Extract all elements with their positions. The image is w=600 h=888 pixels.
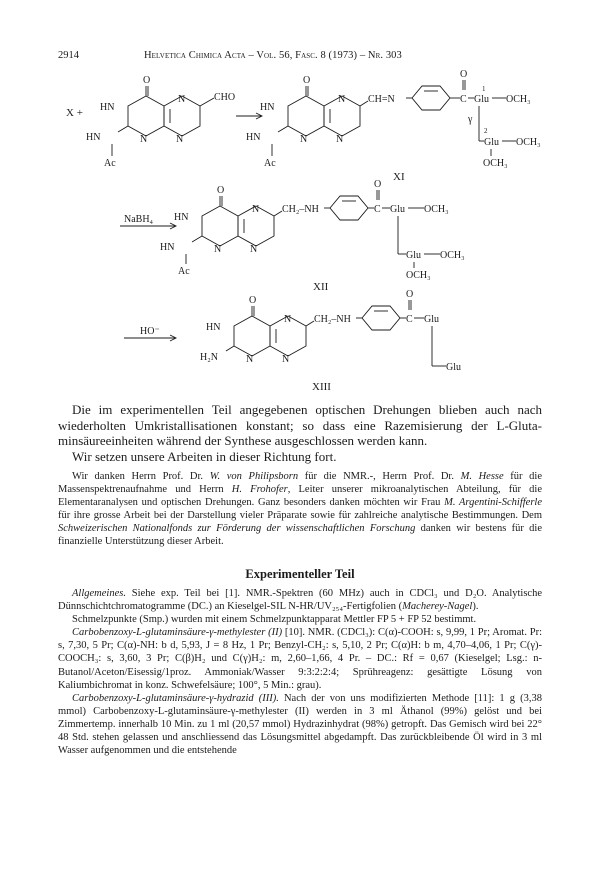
atom-n: N bbox=[140, 134, 148, 145]
glu-residue: Glu bbox=[484, 137, 499, 148]
text-line: Die im experimentellen Teil angegebenen optischen Drehungen blieben auch nach bbox=[72, 402, 542, 417]
reaction-arrow-nabh4 bbox=[120, 214, 176, 229]
ack-text: für die Massenspektrenaufnahme und Herrn bbox=[58, 471, 543, 496]
person-name: M. Hesse bbox=[460, 471, 504, 482]
atom-hn: HN bbox=[100, 102, 115, 113]
paragraph-text: [10]. NMR. (CDCl₃): C(α)-COOH: s, 9,99, 1 Pr; Aromat. Pr: s, 7,30, 5 Pr; C(α)-NH: b d, 5,93, J = 8 Hz, 1 Pr; Benzyl-CH₂: s, 5,10, 2 Pr; C(α)H: b m, 4,70–4,06, 1 Pr; C(γ)-COOCH₃: s, 3,60, 3 Pr; C(β)H₂ und C(γ)H₂: m, 2,60–1,66, 4 Pr. – DC.: Rf = 0,67 (Kieselgel; Lsg.: n-Butanol/Aceton/Eisessig/1proz. Ammoniak/Wasser 9:3:2:2:4; Sprühreagenz: gesättigte Lösung von Kaliumbichromat in konz. Schwefelsäure; 100°, 5 Min.: grau). bbox=[58, 627, 542, 691]
ack-text: für die NMR.-, Herrn Prof. Dr. bbox=[298, 471, 461, 482]
glu-residue: Glu bbox=[424, 314, 439, 325]
pteridine-aldehyde bbox=[86, 75, 235, 169]
num-2: 2 bbox=[484, 127, 488, 135]
atom-n: N bbox=[214, 244, 222, 255]
atom-hn: HN bbox=[260, 102, 275, 113]
reaction-arrow bbox=[236, 113, 262, 119]
acknowledgements bbox=[58, 470, 542, 549]
amine-linker: CH₂–NH bbox=[314, 314, 351, 325]
compound-xi-structure bbox=[246, 69, 541, 169]
atom-n: N bbox=[246, 354, 254, 365]
methoxy: OCH₃ bbox=[440, 250, 465, 261]
atom-o: O bbox=[249, 295, 257, 306]
melting-point-paragraph: Schmelzpunkte (Smp.) wurden mit einem Schmelzpunktapparat Mettler FP 5 + FP 52 bestimmt. bbox=[72, 614, 477, 626]
compound-ii-paragraph bbox=[58, 626, 542, 691]
atom-o: O bbox=[374, 179, 382, 190]
general-paragraph bbox=[58, 587, 542, 613]
running-header bbox=[58, 50, 542, 64]
num-1: 1 bbox=[482, 85, 486, 93]
gamma-label: γ bbox=[468, 114, 473, 125]
atom-hn: HN bbox=[174, 212, 189, 223]
carbonyl-c: C bbox=[406, 314, 413, 325]
methoxy: OCH₃ bbox=[516, 137, 541, 148]
atom-n: N bbox=[336, 134, 344, 145]
compound-xii-structure bbox=[160, 179, 465, 281]
glu-residue: Glu bbox=[406, 250, 421, 261]
atom-o: O bbox=[143, 75, 151, 86]
atom-o: O bbox=[460, 69, 468, 80]
carbonyl-c: C bbox=[460, 94, 467, 105]
atom-o: O bbox=[217, 185, 225, 196]
ack-text: danken wir bestens für die finanzielle Unterstützung dieser Arbeit. bbox=[58, 523, 542, 548]
paragraph-text: Nach der von uns modifizierten Methode [11]: 1 g (3,38 mmol) Carbobenzoxy-L-glutaminsäure-γ-methylester (II) werden in 3 ml Äthanol (99%) gelöst und bei Zimmertemp. innerhalb 10 Min. zu 1 ml (20,57 mmol) Hydrazinhydrat (98%) getropft. Das Gemisch wird bei 22° 48 Std. stehen gelassen und anschliessend das Lösungsmittel abgedampft. Das zurückbleibende Öl wird in 3 ml Wasser aufgenommen und die entstehende bbox=[58, 692, 542, 757]
imine-linker: CH=N bbox=[368, 94, 395, 105]
compound-label-xiii: XIII bbox=[312, 381, 331, 393]
atom-hn: HN bbox=[86, 132, 101, 143]
atom-n: N bbox=[300, 134, 308, 145]
amine-linker: CH₂–NH bbox=[282, 204, 319, 215]
compound-iii-paragraph bbox=[58, 692, 542, 757]
glu-residue: Glu bbox=[446, 362, 461, 373]
reagent-x-plus: X + bbox=[66, 107, 83, 119]
paragraph-text: ). bbox=[472, 601, 479, 613]
atom-n: N bbox=[250, 244, 258, 255]
atom-n: N bbox=[178, 94, 186, 105]
ack-text: für ihre grosse Arbeit bei der Darstellung vieler Präparate sowie für zahlreiche analytische Bestimmungen. Dem bbox=[58, 510, 542, 522]
person-name: H. Frohofer bbox=[231, 484, 288, 496]
atom-n: N bbox=[284, 314, 292, 325]
paragraph-text: Siehe exp. Teil bei [1]. NMR.-Spektren (60 MHz) auch in CDCl₃ und D₂O. Analytische Dünnschichtchromatogramme (DC.) an Kieselgel-SIL N-HR/UV₂₅₄-Fertigfolien ( bbox=[58, 588, 542, 613]
ack-text: , Leiter unserer mikroanalytischen Abteilung, für die Elementaranalysen und optischen Drehungen. Ganz besonders danken möchten wir Frau bbox=[58, 484, 542, 509]
atom-hn: HN bbox=[246, 132, 261, 143]
reaction-scheme bbox=[0, 68, 600, 398]
glu-residue: Glu bbox=[474, 94, 489, 105]
atom-n: N bbox=[252, 204, 260, 215]
methoxy: OCH₃ bbox=[483, 158, 508, 169]
experimental-section bbox=[58, 587, 542, 757]
atom-o: O bbox=[406, 289, 414, 300]
reaction-arrow-base bbox=[124, 326, 176, 341]
section-title: Experimenteller Teil bbox=[245, 567, 355, 581]
methoxy: OCH₃ bbox=[406, 270, 431, 281]
paragraph-heading: Allgemeines. bbox=[72, 588, 126, 599]
text-line: Wir setzen unsere Arbeiten in dieser Richtung fort. bbox=[72, 448, 337, 464]
atom-hn: HN bbox=[206, 322, 221, 333]
reagent-ho: HO⁻ bbox=[140, 326, 160, 337]
person-name: M. Argentini-Schifferle bbox=[444, 497, 543, 509]
text-line: minsäureeinheiten während der Synthese ausgeschlossen werden kann. bbox=[58, 433, 428, 449]
atom-ac: Ac bbox=[104, 158, 116, 169]
compound-label-xii: XII bbox=[313, 281, 329, 293]
atom-hn: HN bbox=[160, 242, 175, 253]
atom-o: O bbox=[303, 75, 311, 86]
glu-residue: Glu bbox=[390, 204, 405, 215]
atom-ac: Ac bbox=[264, 158, 276, 169]
paragraph-heading: Carbobenzoxy-L-glutaminsäure-γ-hydrazid (III). bbox=[72, 692, 279, 704]
atom-n: N bbox=[282, 354, 290, 365]
methoxy: OCH₃ bbox=[506, 94, 531, 105]
institution-name: Schweizerischen Nationalfonds zur Förderung der wissenschaftlichen Forschung bbox=[58, 523, 416, 535]
reagent-nabh4: NaBH₄ bbox=[124, 214, 154, 225]
atom-h2n: H₂N bbox=[200, 352, 218, 363]
atom-ac: Ac bbox=[178, 266, 190, 277]
compound-label-xi: XI bbox=[393, 171, 405, 183]
person-name: W. von Philipsborn bbox=[209, 471, 299, 482]
group-cho: CHO bbox=[214, 92, 236, 103]
page-number: 2914 bbox=[58, 50, 79, 61]
discussion-paragraph bbox=[58, 402, 542, 464]
compound-xiii-structure bbox=[200, 289, 461, 373]
methoxy: OCH₃ bbox=[424, 204, 449, 215]
atom-n: N bbox=[338, 94, 346, 105]
carbonyl-c: C bbox=[374, 204, 381, 215]
brand-name: Macherey-Nagel bbox=[402, 601, 473, 613]
atom-n: N bbox=[176, 134, 184, 145]
paragraph-heading: Carbobenzoxy-L-glutaminsäure-γ-methylester (II) bbox=[72, 627, 283, 639]
text-line: wiederholten Umkristallisationen konstant; so dass eine Razemisierung der L-Gluta- bbox=[58, 417, 542, 433]
running-head: Helvetica Chimica Acta – Vol. 56, Fasc. 8 (1973) – Nr. 303 bbox=[144, 50, 402, 61]
ack-text: Wir danken Herrn Prof. Dr. bbox=[72, 471, 210, 482]
